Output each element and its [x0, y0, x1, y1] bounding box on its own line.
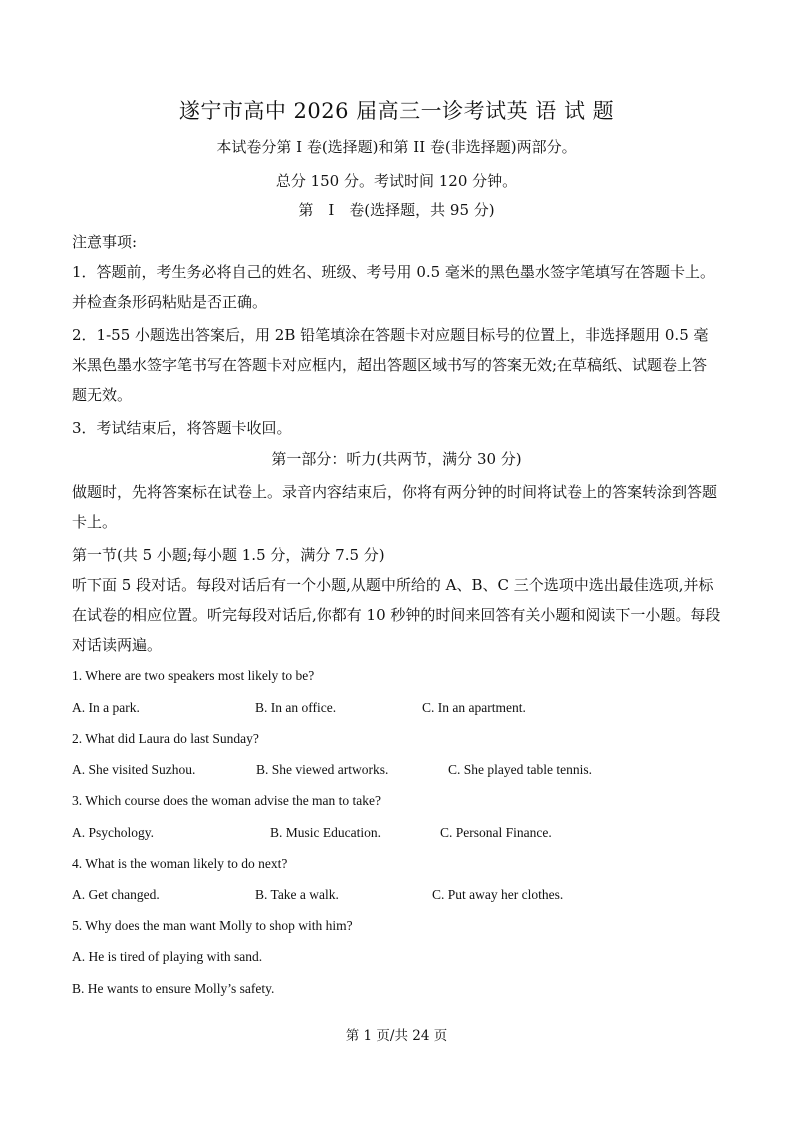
- section1-instruction: 听下面 5 段对话。每段对话后有一个小题,从题中所给的 A、B、C 三个选项中选出最佳选项,并标在试卷的相应位置。听完每段对话后,你都有 10 秒钟的时间来回答有关小题和阅读下一小题。每段对话读两遍。: [72, 576, 721, 654]
- note-item-3: 3．考试结束后，将答题卡收回。: [72, 419, 292, 437]
- note-item-2: 2．1-55 小题选出答案后，用 2B 铅笔填涂在答题卡对应题目标号的位置上，非选择题用 0.5 毫米黑色墨水签字笔书写在答题卡对应框内，超出答题区域书写的答案无效;在草稿纸、试题卷上答题无效。: [72, 326, 709, 404]
- option-a: A. He is tired of playing with sand.: [72, 949, 263, 964]
- question-stem: 3. Which course does the woman advise the man to take?: [72, 793, 382, 808]
- option-c: C. Personal Finance.: [440, 825, 552, 840]
- option-c: C. In an apartment.: [422, 700, 526, 715]
- part1-heading: 第一部分：听力(共两节，满分 30 分): [271, 450, 522, 468]
- option-a: A. In a park.: [72, 700, 140, 715]
- option-a: A. Get changed.: [72, 887, 160, 902]
- option-b: B. Music Education.: [270, 825, 381, 840]
- section1-heading: 第一节(共 5 小题;每小题 1.5 分，满分 7.5 分): [72, 546, 385, 564]
- page-number: 第 1 页/共 24 页: [345, 1028, 448, 1044]
- option-a: A. Psychology.: [72, 825, 155, 840]
- option-a: A. She visited Suzhou.: [72, 762, 196, 777]
- option-c: C. Put away her clothes.: [432, 887, 564, 902]
- paper-structure-note: 本试卷分第 I 卷(选择题)和第 II 卷(非选择题)两部分。: [216, 138, 577, 156]
- page-title: 遂宁市高中 2026 届高三一诊考试英 语 试 题: [178, 99, 615, 123]
- question-stem: 5. Why does the man want Molly to shop with him?: [72, 918, 353, 933]
- part1-instruction: 做题时，先将答案标在试卷上。录音内容结束后，你将有两分钟的时间将试卷上的答案转涂到答题卡上。: [72, 483, 718, 531]
- option-b: B. In an office.: [255, 700, 337, 715]
- option-b: B. He wants to ensure Molly’s safety.: [72, 981, 275, 996]
- note-item-1: 1．答题前，考生务必将自己的姓名、班级、考号用 0.5 毫米的黑色墨水签字笔填写在答题卡上。并检查条形码粘贴是否正确。: [72, 263, 715, 311]
- volume-title: 第 Ⅰ 卷(选择题，共 95 分): [298, 201, 495, 219]
- option-c: C. She played table tennis.: [448, 762, 592, 777]
- notes-heading: 注意事项:: [72, 233, 138, 251]
- question-stem: 1. Where are two speakers most likely to be?: [72, 668, 315, 683]
- score-time-note: 总分 150 分。考试时间 120 分钟。: [275, 172, 518, 190]
- option-b: B. She viewed artworks.: [256, 762, 389, 777]
- option-b: B. Take a walk.: [255, 887, 339, 902]
- question-stem: 4. What is the woman likely to do next?: [72, 856, 288, 871]
- question-stem: 2. What did Laura do last Sunday?: [72, 731, 259, 746]
